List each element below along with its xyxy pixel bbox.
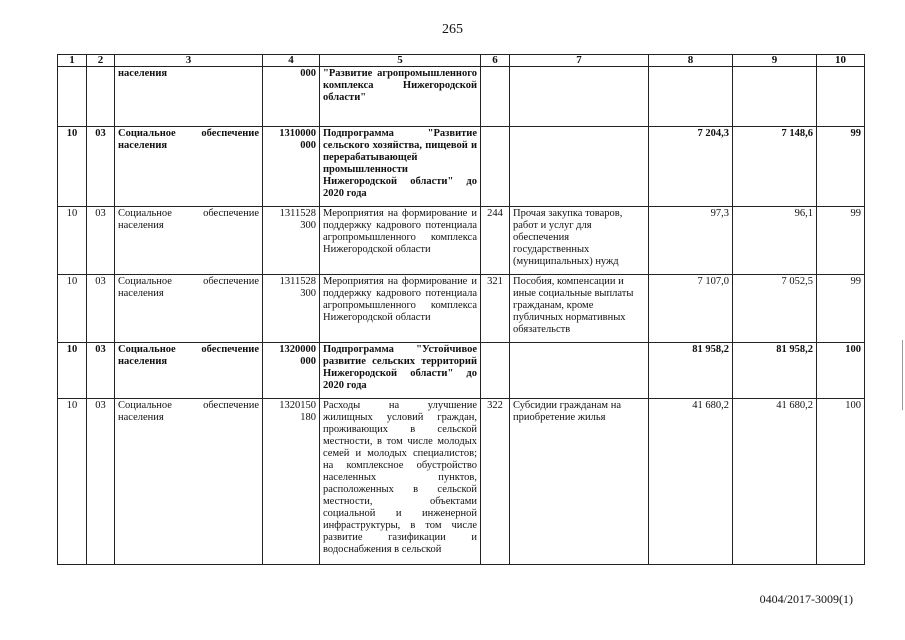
header-col-5: 5 (320, 55, 481, 67)
cell-actual: 41 680,2 (733, 399, 817, 565)
cell-target-code: 1310000 000 (263, 127, 320, 207)
cell-expense-name (510, 343, 649, 399)
header-col-2: 2 (87, 55, 115, 67)
budget-table (57, 54, 865, 565)
cell-planned: 81 958,2 (649, 343, 733, 399)
cell-target-code: 000 (263, 67, 320, 127)
table-row (58, 275, 865, 343)
header-col-6: 6 (481, 55, 510, 67)
cell-expense-type (481, 127, 510, 207)
cell-percent: 100 (817, 399, 865, 565)
table-row (58, 399, 865, 565)
cell-expense-type: 322 (481, 399, 510, 565)
cell-section: 10 (58, 343, 87, 399)
cell-actual: 81 958,2 (733, 343, 817, 399)
cell-actual (733, 67, 817, 127)
cell-program-name: Мероприятия на формирование и поддержку кадрового потенциала агропромышленного комплекса Нижегородской области (320, 275, 481, 343)
cell-planned: 7 204,3 (649, 127, 733, 207)
cell-section: 10 (58, 207, 87, 275)
cell-section-name: Социальное обеспечение населения (115, 399, 263, 565)
cell-expense-name: Пособия, компенсации и иные социальные выплаты гражданам, кроме публичных нормативных обязательств (510, 275, 649, 343)
cell-expense-type: 321 (481, 275, 510, 343)
cell-program-name: Мероприятия на формирование и поддержку кадрового потенциала агропромышленного комплекса Нижегородской области (320, 207, 481, 275)
cell-percent: 99 (817, 207, 865, 275)
cell-target-code: 1311528 300 (263, 207, 320, 275)
cell-section (58, 67, 87, 127)
header-col-1: 1 (58, 55, 87, 67)
cell-expense-name: Прочая закупка товаров, работ и услуг для обеспечения государственных (муниципальных) нужд (510, 207, 649, 275)
cell-percent: 99 (817, 275, 865, 343)
cell-actual: 96,1 (733, 207, 817, 275)
cell-percent (817, 67, 865, 127)
cell-expense-name (510, 127, 649, 207)
cell-subsection: 03 (87, 127, 115, 207)
cell-planned (649, 67, 733, 127)
cell-section: 10 (58, 275, 87, 343)
cell-section-name: Социальное обеспечение населения (115, 127, 263, 207)
cell-section-name: Социальное обеспечение населения (115, 207, 263, 275)
cell-subsection: 03 (87, 399, 115, 565)
cell-planned: 97,3 (649, 207, 733, 275)
cell-target-code: 1311528 300 (263, 275, 320, 343)
cell-program-name: Подпрограмма "Устойчивое развитие сельских территорий Нижегородской области" до 2020 года (320, 343, 481, 399)
cell-section: 10 (58, 399, 87, 565)
cell-actual: 7 052,5 (733, 275, 817, 343)
cell-planned: 7 107,0 (649, 275, 733, 343)
table-row (58, 343, 865, 399)
cell-section-name: Социальное обеспечение населения (115, 275, 263, 343)
document-code: 0404/2017-3009(1) (759, 592, 853, 606)
cell-program-name: "Развитие агропромышленного комплекса Нижегородской области" (320, 67, 481, 127)
header-col-7: 7 (510, 55, 649, 67)
cell-target-code: 1320150 180 (263, 399, 320, 565)
cell-actual: 7 148,6 (733, 127, 817, 207)
table-row (58, 207, 865, 275)
cell-expense-name (510, 67, 649, 127)
cell-section: 10 (58, 127, 87, 207)
cell-target-code: 1320000 000 (263, 343, 320, 399)
cell-subsection: 03 (87, 207, 115, 275)
cell-expense-type: 244 (481, 207, 510, 275)
header-col-10: 10 (817, 55, 865, 67)
cell-section-name: Социальное обеспечение населения (115, 343, 263, 399)
table-row (58, 67, 865, 127)
cell-percent: 99 (817, 127, 865, 207)
cell-program-name: Подпрограмма "Развитие сельского хозяйства, пищевой и перерабатывающей промышленности Нижегородской области" до 2020 года (320, 127, 481, 207)
cell-expense-type (481, 67, 510, 127)
table-row (58, 127, 865, 207)
header-col-9: 9 (733, 55, 817, 67)
cell-program-name: Расходы на улучшение жилищных условий граждан, проживающих в сельской местности, в том числе молодых семей и молодых специалистов; на комплексное обустройство населенных пунктов, расположенных в сельской местности, объектами социальной и инженерной инфраструктуры, в том числе развитие газификации и водоснабжения в сельской (320, 399, 481, 565)
header-col-8: 8 (649, 55, 733, 67)
header-row (58, 55, 865, 67)
cell-subsection: 03 (87, 343, 115, 399)
cell-expense-name: Субсидии гражданам на приобретение жилья (510, 399, 649, 565)
cell-subsection: 03 (87, 275, 115, 343)
cell-subsection (87, 67, 115, 127)
header-col-4: 4 (263, 55, 320, 67)
cell-expense-type (481, 343, 510, 399)
scan-edge-mark (902, 340, 903, 410)
header-col-3: 3 (115, 55, 263, 67)
cell-section-name: населения (115, 67, 263, 127)
cell-planned: 41 680,2 (649, 399, 733, 565)
page-number: 265 (442, 22, 463, 37)
cell-percent: 100 (817, 343, 865, 399)
